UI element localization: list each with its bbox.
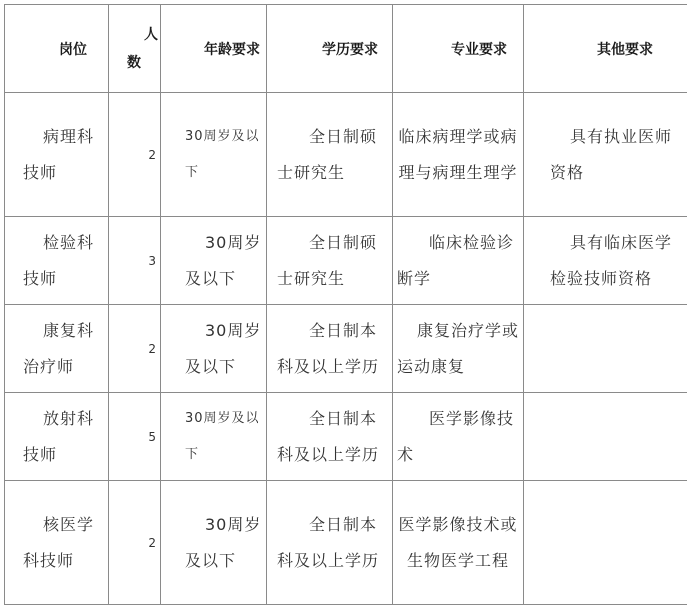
cell-other xyxy=(524,305,687,393)
cell-major: 医学影像技术 xyxy=(393,393,524,481)
cell-major: 临床检验诊断学 xyxy=(393,217,524,305)
header-age: 年龄要求 xyxy=(161,5,267,93)
header-position: 岗位 xyxy=(5,5,109,93)
cell-other xyxy=(524,393,687,481)
cell-education: 全日制本科及以上学历 xyxy=(267,305,393,393)
header-count-top: 人 xyxy=(144,26,158,43)
header-row xyxy=(5,5,687,93)
cell-other xyxy=(524,481,687,605)
cell-position: 核医学科技师 xyxy=(5,481,109,605)
cell-age: 30周岁及以下 xyxy=(161,305,267,393)
cell-position: 康复科治疗师 xyxy=(5,305,109,393)
table-row xyxy=(5,93,687,217)
header-other: 其他要求 xyxy=(524,5,687,93)
header-major: 专业要求 xyxy=(393,5,524,93)
cell-education: 全日制硕士研究生 xyxy=(267,217,393,305)
cell-count: 3 xyxy=(109,217,161,305)
header-education: 学历要求 xyxy=(267,5,393,93)
cell-position: 放射科技师 xyxy=(5,393,109,481)
table-row xyxy=(5,393,687,481)
cell-education: 全日制本科及以上学历 xyxy=(267,481,393,605)
cell-age: 30周岁及以下 xyxy=(161,393,267,481)
cell-age: 30周岁及以下 xyxy=(161,93,267,217)
cell-age: 30周岁及以下 xyxy=(161,481,267,605)
cell-other: 具有执业医师资格 xyxy=(524,93,687,217)
table-row xyxy=(5,217,687,305)
cell-major: 康复治疗学或运动康复 xyxy=(393,305,524,393)
header-count xyxy=(109,5,161,93)
cell-major: 临床病理学或病理与病理生理学 xyxy=(393,93,524,217)
header-count-bottom: 数 xyxy=(127,54,141,71)
cell-position: 病理科技师 xyxy=(5,93,109,217)
cell-major: 医学影像技术或生物医学工程 xyxy=(393,481,524,605)
cell-age: 30周岁及以下 xyxy=(161,217,267,305)
cell-count: 5 xyxy=(109,393,161,481)
cell-education: 全日制硕士研究生 xyxy=(267,93,393,217)
cell-other: 具有临床医学检验技师资格 xyxy=(524,217,687,305)
cell-position: 检验科技师 xyxy=(5,217,109,305)
cell-count: 2 xyxy=(109,481,161,605)
table-row xyxy=(5,481,687,605)
cell-count: 2 xyxy=(109,93,161,217)
recruitment-table xyxy=(4,4,687,605)
cell-count: 2 xyxy=(109,305,161,393)
table-row xyxy=(5,305,687,393)
cell-education: 全日制本科及以上学历 xyxy=(267,393,393,481)
